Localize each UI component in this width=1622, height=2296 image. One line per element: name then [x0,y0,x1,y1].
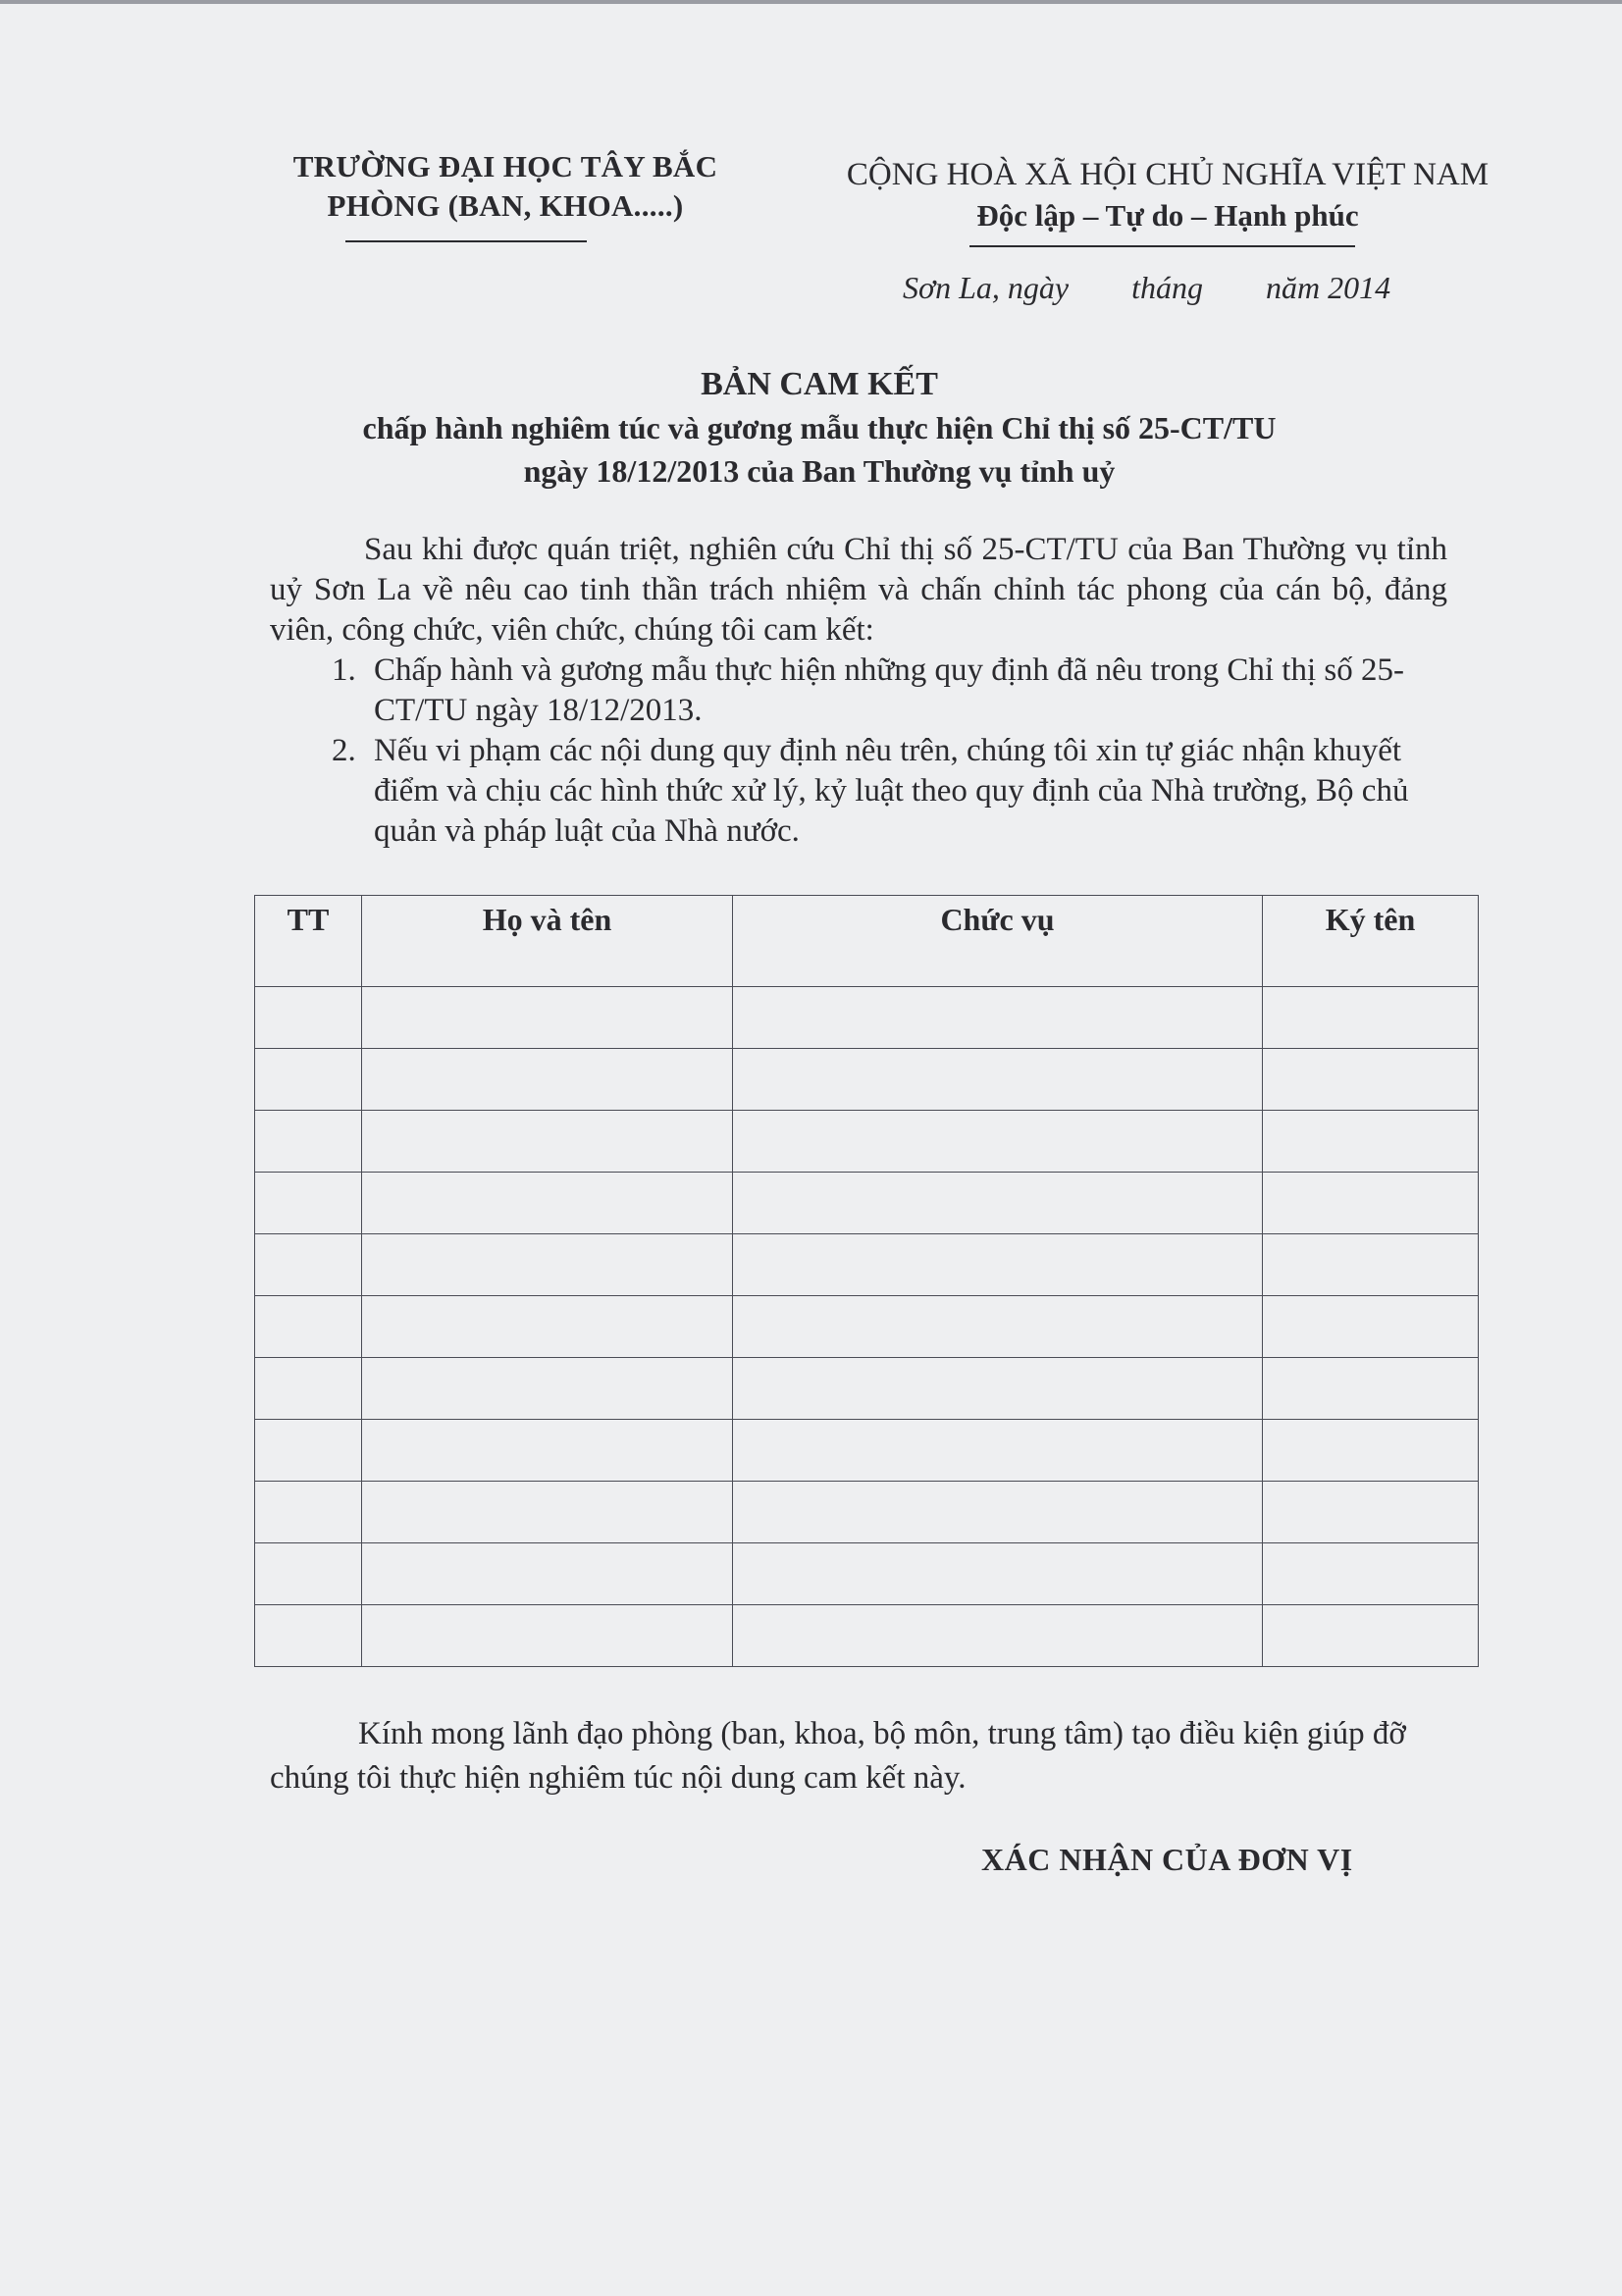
cell-full-name[interactable] [362,1173,733,1234]
cell-full-name[interactable] [362,987,733,1049]
column-header-signature: Ký tên [1263,896,1479,987]
cell-full-name[interactable] [362,1482,733,1543]
cell-number[interactable] [255,1234,362,1296]
cell-number[interactable] [255,1358,362,1420]
commitment-item: 1. Chấp hành và gương mẫu thực hiện những quy định đã nêu trong Chỉ thị số 25-CT/TU ngày 18/12/2013. [364,651,1447,731]
cell-position[interactable] [733,1482,1263,1543]
cell-signature[interactable] [1263,1296,1479,1358]
cell-position[interactable] [733,1111,1263,1173]
organization-underline [345,240,587,242]
cell-signature[interactable] [1263,1173,1479,1234]
document-title [226,363,1413,493]
cell-position[interactable] [733,1296,1263,1358]
cell-signature[interactable] [1263,1358,1479,1420]
cell-full-name[interactable] [362,1234,733,1296]
cell-signature[interactable] [1263,1543,1479,1605]
table-row [255,1111,1479,1173]
national-motto: Độc lập – Tự do – Hạnh phúc [976,198,1359,233]
cell-position[interactable] [733,1605,1263,1667]
cell-number[interactable] [255,1420,362,1482]
commitment-item: 2. Nếu vi phạm các nội dung quy định nêu trên, chúng tôi xin tự giác nhận khuyết điểm và chịu các hình thức xử lý, kỷ luật theo quy định của Nhà trường, Bộ chủ quản và pháp luật của Nhà nước. [364,731,1447,852]
nation-name: CỘNG HOÀ XÃ HỘI CHỦ NGHĨA VIỆT NAM [846,157,1490,192]
cell-signature[interactable] [1263,1605,1479,1667]
table-row [255,1605,1479,1667]
cell-full-name[interactable] [362,1296,733,1358]
cell-full-name[interactable] [362,1605,733,1667]
cell-number[interactable] [255,1605,362,1667]
cell-full-name[interactable] [362,1049,733,1111]
title-main: BẢN CAM KẾT [701,366,938,402]
cell-signature[interactable] [1263,1111,1479,1173]
intro-paragraph: Sau khi được quán triệt, nghiên cứu Chỉ thị số 25-CT/TU của Ban Thường vụ tỉnh uỷ Sơn La về nêu cao tinh thần trách nhiệm và chấn chỉnh tác phong của cán bộ, đảng viên, công chức, viên chức, chúng tôi cam kết: [270,532,1447,648]
department-name: PHÒNG (BAN, KHOA.....) [327,188,684,223]
university-name: TRƯỜNG ĐẠI HỌC TÂY BẮC [292,149,718,183]
table-row [255,1173,1479,1234]
table-row [255,1420,1479,1482]
unit-confirmation-label: XÁC NHẬN CỦA ĐƠN VỊ [981,1842,1353,1877]
cell-position[interactable] [733,1234,1263,1296]
column-header-full-name: Họ và tên [362,896,733,987]
closing-paragraph-block [270,1712,1447,1800]
scan-top-edge [0,0,1622,4]
cell-number[interactable] [255,1173,362,1234]
cell-full-name[interactable] [362,1420,733,1482]
place-and-date: Sơn La, ngày tháng năm 2014 [903,270,1391,305]
title-subtitle-line1: chấp hành nghiêm túc và gương mẫu thực hiện Chỉ thị số 25-CT/TU [362,410,1277,445]
cell-full-name[interactable] [362,1111,733,1173]
table-row [255,1296,1479,1358]
cell-signature[interactable] [1263,1420,1479,1482]
table-row [255,1358,1479,1420]
issuing-organization [265,147,746,226]
cell-signature[interactable] [1263,987,1479,1049]
cell-position[interactable] [733,1358,1263,1420]
cell-signature[interactable] [1263,1234,1479,1296]
cell-position[interactable] [733,1049,1263,1111]
column-header-number: TT [255,896,362,987]
cell-number[interactable] [255,1111,362,1173]
national-heading [824,154,1511,236]
cell-number[interactable] [255,1543,362,1605]
cell-signature[interactable] [1263,1049,1479,1111]
cell-position[interactable] [733,1173,1263,1234]
motto-underline [969,245,1355,247]
table-row [255,1543,1479,1605]
cell-full-name[interactable] [362,1543,733,1605]
cell-full-name[interactable] [362,1358,733,1420]
cell-number[interactable] [255,987,362,1049]
table-row [255,1234,1479,1296]
cell-position[interactable] [733,987,1263,1049]
commitment-list [270,651,1447,852]
signers-table [254,895,1479,1667]
cell-signature[interactable] [1263,1482,1479,1543]
table-row [255,987,1479,1049]
cell-number[interactable] [255,1296,362,1358]
cell-number[interactable] [255,1482,362,1543]
table-header-row [255,896,1479,987]
cell-position[interactable] [733,1420,1263,1482]
commitment-body [270,530,1447,852]
title-subtitle-line2: ngày 18/12/2013 của Ban Thường vụ tỉnh uỷ [523,453,1116,489]
column-header-position: Chức vụ [733,896,1263,987]
table-row [255,1482,1479,1543]
cell-number[interactable] [255,1049,362,1111]
closing-paragraph: Kính mong lãnh đạo phòng (ban, khoa, bộ môn, trung tâm) tạo điều kiện giúp đỡ chúng tôi thực hiện nghiêm túc nội dung cam kết này. [270,1716,1406,1796]
cell-position[interactable] [733,1543,1263,1605]
table-row [255,1049,1479,1111]
